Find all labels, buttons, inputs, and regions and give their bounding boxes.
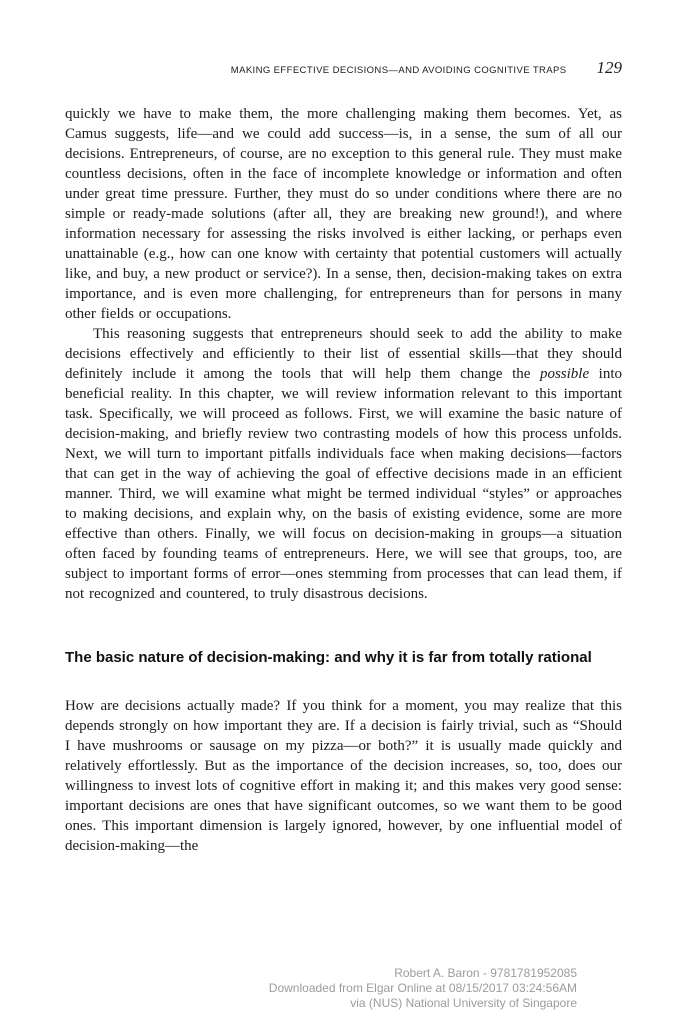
paragraph-2-before: This reasoning suggests that entrepreneurs should seek to add the ability to make decisions effectively and efficiently to their list of essential skills—that they should definitely include it among the tools that will help them change the xyxy=(65,326,622,382)
paragraph-1: quickly we have to make them, the more challenging making them becomes. Yet, as Camus suggests, life—and we could add success—is, in a sense, the sum of all our decisions. Entrepreneurs, of course, are no exception to this general rule. They must make countless decisions, often in the face of incomplete knowledge or information and often under great time pressure. Further, they must do so under conditions where there are no simple or ready-made solutions (after all, they are breaking new ground!), and where information necessary for assessing the risks involved is either lacking, or perhaps even unattainable (e.g., how can one know with certainty that potential customers will actually like, and buy, a new product or service?). In a sense, then, decision-making takes on extra importance, and is even more challenging, for entrepreneurs than for persons in many other fields or occupations. xyxy=(65,106,622,322)
footer-line-author-isbn: Robert A. Baron - 9781781952085 xyxy=(394,966,577,980)
paragraph-2 xyxy=(65,324,622,604)
paragraph-3: How are decisions actually made? If you think for a moment, you may realize that this depends strongly on how important they are. If a decision is fairly trivial, such as “Should I have mushrooms or sausage on my pizza—or both?” it is usually made quickly and relatively effortlessly. But as the importance of the decision increases, so, too, does our willingness to invest lots of cognitive effort in making it; and this makes very good sense: important decisions are ones that have significant outcomes, so we want them to be good ones. This important dimension is largely ignored, however, by one influential model of decision-making—the xyxy=(65,698,622,854)
paragraph-2-italic-word: possible xyxy=(539,366,590,382)
footer-line-institution: via (NUS) National University of Singapore xyxy=(350,996,577,1010)
page-content xyxy=(65,58,622,856)
section-heading: The basic nature of decision-making: and why it is far from totally rational xyxy=(65,649,592,666)
download-footer xyxy=(269,966,577,1011)
running-head: MAKING EFFECTIVE DECISIONS—AND AVOIDING COGNITIVE TRAPS xyxy=(230,65,567,76)
page-header xyxy=(65,58,622,78)
paragraph-2-after: into beneficial reality. In this chapter, we will review information relevant to this important task. Specifically, we will proceed as follows. First, we will examine the basic nature of decision-making, and briefly review two contrasting models of how this process unfolds. Next, we will turn to important pitfalls individuals face when making decisions—factors that can get in the way of achieving the goal of effective decisions made in an efficient manner. Third, we will examine what might be termed individual “styles” or approaches to making decisions, and explain why, on the basis of existing evidence, some are more effective than others. Finally, we will focus on decision-making in groups—a situation often faced by founding teams of entrepreneurs. Here, we will see that groups, too, are subject to important forms of error—ones stemming from processes that can lead them, if not recognized and countered, to truly disastrous decisions. xyxy=(65,366,622,602)
body-text xyxy=(65,104,622,856)
page-number: 129 xyxy=(596,58,622,77)
footer-line-download-info: Downloaded from Elgar Online at 08/15/2017 03:24:56AM xyxy=(268,981,577,995)
